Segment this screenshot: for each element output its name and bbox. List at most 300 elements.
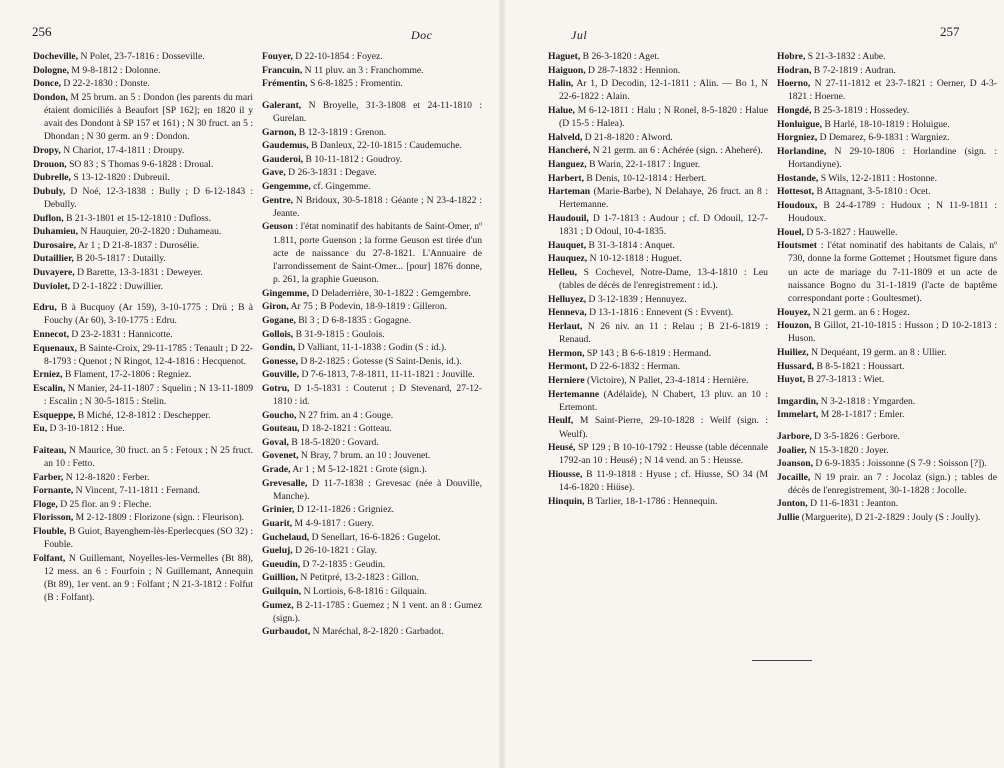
entry-text: B 7-2-1819 : Audran. <box>813 64 896 76</box>
entry-headword: Huyot, <box>777 374 805 386</box>
entry-text: B 21-3-1801 et 15-12-1810 : Dufloss. <box>66 212 212 224</box>
column-right-2 <box>777 50 997 525</box>
entry-text: D 6-9-1835 : Joissonne (S 7-9 : Soisson [?]). <box>815 458 987 470</box>
index-entry <box>777 226 997 239</box>
index-entry <box>548 388 768 414</box>
entry-text: D Deladerrière, 30-1-1822 : Gemgembre. <box>311 287 471 299</box>
entry-headword: Gumez, <box>262 599 294 611</box>
index-entry <box>777 104 997 117</box>
entry-headword: Harteman <box>548 186 591 198</box>
index-entry <box>33 342 253 368</box>
entry-text: B Guiot, Bayenghem-lès-Eperlecques (SO 32) : Fouble. <box>44 526 253 551</box>
section-gap <box>33 436 253 444</box>
index-entry <box>33 64 253 77</box>
entry-text: B Harlé, 18-10-1819 : Holuigue. <box>824 118 950 130</box>
entry-headword: Duflon, <box>33 212 64 224</box>
entry-headword: Houyez, <box>777 306 811 318</box>
entry-text: Ar 1 ; D 21-8-1837 : Durosélie. <box>77 239 200 251</box>
entry-headword: Esqueppe, <box>33 409 76 421</box>
index-entry <box>262 50 482 63</box>
entry-headword: Fouyer, <box>262 51 293 62</box>
index-entry <box>548 320 768 346</box>
index-entry <box>548 172 768 185</box>
entry-headword: Gave, <box>262 167 286 179</box>
entry-headword: Gengemme, <box>262 180 311 192</box>
index-entry <box>262 287 482 300</box>
entry-text: B 12-3-1819 : Grenon. <box>298 126 387 138</box>
entry-headword: Horlandine, <box>777 145 827 157</box>
entry-headword: Horgniez, <box>777 132 818 144</box>
entry-headword: Heulf, <box>548 415 574 427</box>
entry-text: D Barette, 13-3-1831 : Deweyer. <box>77 266 203 278</box>
index-entry <box>262 625 482 638</box>
entry-headword: Giron, <box>262 301 289 313</box>
index-entry <box>548 441 768 467</box>
entry-headword: Equenaux, <box>33 342 77 354</box>
entry-headword: Gollois, <box>262 328 294 340</box>
entry-text: S 21-3-1832 : Aube. <box>807 51 886 62</box>
index-entry <box>33 158 253 171</box>
section-gap <box>33 293 253 301</box>
entry-headword: Halin, <box>548 78 574 90</box>
entry-headword: Ennecot, <box>33 328 69 340</box>
index-entry <box>262 99 482 125</box>
entry-text: B Sainte-Croix, 29-11-1785 : Tenault ; D 22-8-1793 : Quenot ; N Ringot, 12-4-1816 : Hecquenot. <box>44 342 253 367</box>
entry-text: N 27-11-1812 et 23-7-1821 : Oerner, D 4-3-1821 : Hoerne. <box>788 78 997 103</box>
entry-text: N Lortiois, 6-8-1816 : Gilquain. <box>303 586 427 598</box>
index-entry <box>548 212 768 238</box>
entry-text: S 6-8-1825 : Fromentin. <box>309 78 403 90</box>
entry-headword: Helleu, <box>548 266 578 278</box>
column-right-1 <box>548 50 768 508</box>
entry-headword: Grinier, <box>262 504 295 516</box>
entry-text: S Wils, 12-2-1811 : Hostonne. <box>820 172 938 184</box>
entry-headword: Halue, <box>548 104 575 116</box>
entry-headword: Jullie <box>777 512 800 524</box>
entry-text: B à Bucquoy (Ar 159), 3-10-1775 : Drü ; B à Fouchy (Ar 60), 3-10-1775 : Edru. <box>44 302 253 327</box>
entry-headword: Gouteau, <box>262 423 300 435</box>
index-entry <box>262 300 482 313</box>
index-entry <box>548 306 768 319</box>
entry-text: N 21 germ. an 6 : Achérée (sign. : Aheheré). <box>592 145 763 157</box>
entry-headword: Hauquet, <box>548 239 587 251</box>
entry-headword: Erniez, <box>33 369 63 381</box>
entry-headword: Folfant, <box>33 552 66 564</box>
index-entry <box>33 444 253 470</box>
entry-headword: Hiousse, <box>548 468 583 480</box>
entry-headword: Hongdé, <box>777 104 812 116</box>
entry-text: B 27-3-1813 : Wiet. <box>807 374 885 386</box>
entry-headword: Goucho, <box>262 409 297 421</box>
index-entry <box>33 212 253 225</box>
entry-headword: Hostande, <box>777 172 819 184</box>
index-entry <box>262 220 482 286</box>
index-entry <box>33 252 253 265</box>
entry-headword: Gueudin, <box>262 558 301 570</box>
entry-headword: Gentre, <box>262 194 293 206</box>
entry-text: (Victoire), N Pallet, 23-4-1814 : Hernière. <box>587 374 749 386</box>
entry-text: D 1-7-1813 : Audour ; cf. D Odouil, 12-7-1831 ; D Odoul, 10-4-1835. <box>559 212 768 238</box>
entry-text: Bl 3 ; D 6-8-1835 : Gogagne. <box>298 314 411 326</box>
entry-headword: Gingemme, <box>262 287 310 299</box>
entry-text: N 3-2-1818 : Ymgarden. <box>820 395 916 407</box>
index-entry <box>262 436 482 449</box>
entry-headword: Hobre, <box>777 51 806 62</box>
index-entry <box>33 301 253 327</box>
entry-text: B 18-5-1820 : Govard. <box>291 436 379 448</box>
index-entry <box>548 347 768 360</box>
entry-text: N Dequéant, 19 germ. an 8 : Ullier. <box>811 346 947 358</box>
entry-text: S 13-12-1820 : Dubreuil. <box>73 172 170 184</box>
index-entry <box>777 319 997 345</box>
index-entry <box>777 199 997 225</box>
index-entry <box>777 239 997 305</box>
entry-text: N 12-8-1820 : Ferber. <box>65 471 150 483</box>
entry-headword: Escalin, <box>33 382 66 394</box>
index-entry <box>548 495 768 508</box>
entry-text: D 3-12-1839 : Hennuyez. <box>588 293 687 305</box>
entry-text: B Denis, 10-12-1814 : Herbert. <box>586 172 707 184</box>
entry-headword: Gondin, <box>262 342 296 354</box>
index-entry <box>777 306 997 319</box>
entry-text: D 22-6-1832 : Herman. <box>590 361 681 373</box>
entry-headword: Guilquin, <box>262 586 302 598</box>
index-entry <box>262 422 482 435</box>
entry-text: D Senellart, 16-6-1826 : Gugelot. <box>311 531 441 543</box>
running-head-right: Jul <box>571 28 588 42</box>
entry-text: B Gillot, 21-10-1815 : Husson ; D 10-2-1813 : Huson. <box>788 320 997 345</box>
entry-headword: Hauquez, <box>548 253 588 265</box>
index-entry <box>262 139 482 152</box>
index-entry <box>777 408 997 421</box>
entry-headword: Gotru, <box>262 382 290 394</box>
entry-text: D 5-3-1827 : Hauwelle. <box>806 226 898 238</box>
index-entry <box>777 360 997 373</box>
index-entry <box>548 266 768 292</box>
index-entry <box>548 414 768 440</box>
entry-headword: Haudouil, <box>548 212 589 224</box>
index-entry <box>262 382 482 408</box>
entry-text: B 25-3-1819 : Hossedey. <box>813 104 910 116</box>
entry-headword: Hodran, <box>777 64 812 76</box>
entry-text: D 1-5-1831 : Couterut ; D Stevenard, 27-12-1810 : id. <box>273 382 483 408</box>
index-entry <box>33 382 253 408</box>
entry-headword: Haiguon, <box>548 64 586 76</box>
entry-text: S Cochevel, Notre-Dame, 13-4-1810 : Leu (tables de décès de l'enregistrement : id.). <box>559 266 768 292</box>
entry-text: Ar 1, D Decodin, 12-1-1811 : Alin. — Bo 1, N 22-6-1822 : Alain. <box>559 78 768 103</box>
index-entry <box>262 153 482 166</box>
entry-headword: Jarbore, <box>777 430 812 442</box>
index-entry <box>33 328 253 341</box>
index-entry <box>548 360 768 373</box>
index-entry <box>262 531 482 544</box>
index-entry <box>33 409 253 422</box>
entry-headword: Gaudemus, <box>262 140 309 152</box>
entry-headword: Gurbaudot, <box>262 626 311 638</box>
entry-headword: Hertemanne <box>548 388 600 400</box>
entry-headword: Hermon, <box>548 347 585 359</box>
entry-text: D 7-2-1835 : Geudin. <box>302 558 386 570</box>
entry-text: N 15-3-1820 : Joyer. <box>809 444 889 456</box>
index-entry <box>262 599 482 625</box>
index-entry <box>262 503 482 516</box>
entry-headword: Gogane, <box>262 314 296 326</box>
entry-text: N Hauquier, 20-2-1820 : Duhameau. <box>80 226 222 238</box>
index-entry <box>777 395 997 408</box>
index-entry <box>777 511 997 524</box>
page-left <box>0 0 500 768</box>
column-left-2 <box>262 50 482 639</box>
index-entry <box>262 449 482 462</box>
index-entry <box>548 64 768 77</box>
entry-text: M 25 brum. an 5 : Dondon (les parents du mari étaient domiciliés à Beaufort [SP 162]; en 1820 il y avait des Dondont à SP 157 et 161) ; N 30 fruct. an 5 : Dhondan ; N 30 germ. an 9 : Dondon. <box>44 91 253 143</box>
entry-text: B Miché, 12-8-1812 : Deschepper. <box>77 409 211 421</box>
entry-headword: Houzon, <box>777 320 812 332</box>
entry-headword: Honluigue, <box>777 118 823 130</box>
entry-headword: Dubrelle, <box>33 172 71 184</box>
entry-headword: Docheville, <box>33 51 79 62</box>
entry-text: M 4-9-1817 : Guery. <box>294 518 374 530</box>
entry-headword: Houel, <box>777 226 804 238</box>
entry-text: D 28-7-1832 : Hennion. <box>588 64 681 76</box>
index-entry <box>548 293 768 306</box>
entry-headword: Helluyez, <box>548 293 587 305</box>
index-entry <box>33 171 253 184</box>
entry-text: B Tarlier, 18-1-1786 : Hennequin. <box>586 495 718 507</box>
section-gap <box>777 422 997 430</box>
entry-headword: Hussard, <box>777 360 815 372</box>
index-entry <box>777 471 997 497</box>
entry-headword: Hoerno, <box>777 78 811 90</box>
end-rule <box>752 660 812 661</box>
entry-text: M 6-12-1811 : Halu ; N Ronel, 8-5-1820 : Halue (D 15-5 : Halea). <box>559 104 768 130</box>
index-entry <box>33 50 253 63</box>
entry-text: M 2-12-1809 : Florizone (sign. : Fleurison). <box>75 512 245 524</box>
index-entry <box>777 131 997 144</box>
entry-text: D 13-1-1816 : Ennevent (S : Evvent). <box>589 307 734 319</box>
entry-text: D 23-2-1831 : Hannicotte. <box>71 328 173 340</box>
entry-text: N 21 germ. an 6 : Hogez. <box>812 306 910 318</box>
entry-headword: Dondon, <box>33 91 68 103</box>
entry-text: Ar 1 ; M 5-12-1821 : Grote (sign.). <box>292 464 427 476</box>
entry-text: B Attagnant, 3-5-1810 : Ocet. <box>816 186 931 198</box>
index-entry <box>262 166 482 179</box>
entry-text: B 31-9-1815 : Goulois. <box>295 328 385 340</box>
entry-headword: Dubuly, <box>33 185 66 197</box>
entry-text: D 3-5-1826 : Gerbore. <box>814 430 900 442</box>
entry-text: D 25 flor. an 9 : Fleche. <box>60 498 152 510</box>
entry-text: N Broyelle, 31-3-1808 et 24-11-1810 : Gurelan. <box>273 99 482 124</box>
entry-headword: Garnon, <box>262 126 297 138</box>
entry-headword: Florisson, <box>33 512 74 524</box>
entry-headword: Francuin, <box>262 64 303 76</box>
entry-text: D 22-10-1854 : Foyez. <box>295 51 383 62</box>
index-entry <box>548 185 768 211</box>
index-entry <box>33 511 253 524</box>
entry-text: SO 83 ; S Thomas 9-6-1828 : Droual. <box>69 158 214 170</box>
index-entry <box>33 422 253 435</box>
entry-text: B 31-3-1814 : Anquet. <box>588 239 675 251</box>
index-entry <box>262 180 482 193</box>
index-entry <box>33 484 253 497</box>
entry-text: N Guillemant, Noyelles-les-Vermelles (Bt 88), 12 mess. an 6 : Fourfoin ; N Guillemant, Annequin (Bt 89), 1er vent. an 9 : Folfant ; N 21-3-1812 : Folfut (B : Folfant). <box>44 552 253 604</box>
entry-text: SP 143 ; B 6-6-1819 : Hermand. <box>586 347 712 359</box>
entry-headword: Galerant, <box>262 99 302 111</box>
entry-text: D 8-2-1825 : Gotesse (S Saint-Denis, id.). <box>300 355 462 367</box>
entry-headword: Eu, <box>33 423 48 435</box>
entry-text: (Adélaïde), N Chabert, 13 pluv. an 10 : Ertemont. <box>559 388 768 413</box>
entry-headword: Guillion, <box>262 572 298 584</box>
entry-text: M 9-8-1812 : Dolonne. <box>71 64 161 76</box>
index-entry <box>262 77 482 90</box>
index-entry <box>33 225 253 238</box>
entry-headword: Grevesalle, <box>262 477 308 489</box>
entry-text: N Maurice, 30 fruct. an 5 : Fetoux ; N 25 fruct. an 10 : Fetto. <box>44 444 253 470</box>
index-entry <box>548 252 768 265</box>
entry-text: B Flament, 17-2-1806 : Regniez. <box>64 369 192 381</box>
index-entry <box>33 144 253 157</box>
index-entry <box>33 91 253 144</box>
index-entry <box>777 444 997 457</box>
index-entry <box>33 280 253 293</box>
entry-headword: Govenet, <box>262 450 299 462</box>
entry-headword: Edru, <box>33 302 57 314</box>
entry-text: B 2-11-1785 : Guemez ; N 1 vent. an 8 : Gumez (sign.). <box>273 599 482 624</box>
entry-headword: Immelart, <box>777 409 819 421</box>
entry-text: D 11-6-1831 : Jeanton. <box>810 498 899 510</box>
page-right <box>504 0 1004 768</box>
entry-headword: Hanguez, <box>548 158 587 170</box>
index-entry <box>262 585 482 598</box>
entry-text: D Valliant, 11-1-1838 : Godin (S : id.). <box>297 342 447 354</box>
entry-headword: Gauderoi, <box>262 153 304 165</box>
entry-headword: Donce, <box>33 78 61 90</box>
entry-text: D 3-10-1812 : Hue. <box>49 423 125 435</box>
entry-headword: Houdoux, <box>777 199 818 211</box>
index-entry <box>777 185 997 198</box>
entry-headword: Herlaut, <box>548 320 583 332</box>
entry-headword: Guarit, <box>262 518 293 530</box>
entry-headword: Goval, <box>262 436 289 448</box>
entry-text: D 26-10-1821 : Glay. <box>295 545 378 557</box>
index-entry <box>33 185 253 211</box>
entry-text: D 18-2-1821 : Gotteau. <box>302 423 392 435</box>
index-entry <box>262 355 482 368</box>
entry-text: N Manier, 24-11-1807 : Squelin ; N 13-11-1809 : Escalin ; N 30-5-1815 : Stelin. <box>44 382 253 408</box>
index-entry <box>262 126 482 139</box>
index-entry <box>262 64 482 77</box>
entry-headword: Frémentin, <box>262 78 308 90</box>
index-entry <box>262 517 482 530</box>
index-entry <box>777 77 997 103</box>
index-entry <box>33 525 253 551</box>
entry-text: B 26-3-1820 : Aget. <box>582 51 660 62</box>
index-entry <box>262 341 482 354</box>
index-entry <box>33 368 253 381</box>
entry-headword: Farber, <box>33 471 64 483</box>
index-entry <box>548 468 768 494</box>
entry-text: N Polet, 23-7-1816 : Dosseville. <box>80 51 205 62</box>
entry-headword: Hottesot, <box>777 186 815 198</box>
entry-text: N 19 prair. an 7 : Jocolaz (sign.) ; tables de décès de l'enregistrement, 30-1-1828 : Jocolle. <box>788 471 997 496</box>
index-entry <box>548 104 768 130</box>
index-entry <box>33 498 253 511</box>
entry-headword: Duhamieu, <box>33 226 79 238</box>
index-entry <box>777 373 997 386</box>
entry-text: (Marie-Barbe), N Delahaye, 26 fruct. an 8 : Hertemanne. <box>559 186 768 211</box>
index-entry <box>262 477 482 503</box>
entry-headword: Guchelaud, <box>262 531 310 543</box>
page-number-right: 257 <box>940 24 960 39</box>
index-entry <box>777 172 997 185</box>
entry-headword: Dutaillier, <box>33 253 74 265</box>
section-gap <box>262 91 482 99</box>
entry-text: N Petitpré, 13-2-1823 : Gillon. <box>300 572 419 584</box>
entry-text: : l'état nominatif des habitants de Saint-Omer, nº 1.811, porte Guenson ; la forme Geuson est tirée d'un acte de naissance du 27-8-1821. L'Annuaire de l'arrondissement de Saint-Omer... [pour] 1876 donne, p. 261, la graphie Gueuson. <box>273 221 482 286</box>
index-entry <box>777 64 997 77</box>
entry-headword: Halveld, <box>548 131 583 143</box>
entry-headword: Hinquin, <box>548 495 585 507</box>
entry-text: D 12-11-1826 : Grigniez. <box>296 504 394 516</box>
entry-text: N Vincent, 7-11-1811 : Fernand. <box>75 485 200 497</box>
entry-headword: Dropy, <box>33 144 61 156</box>
entry-text: D 2-1-1822 : Duwillier. <box>72 280 164 292</box>
index-entry <box>777 497 997 510</box>
entry-text: B 8-5-1821 : Houssart. <box>816 360 905 372</box>
entry-text: SP 129 ; B 10-10-1792 : Heusse (table décennale 1792-an 10 : Heusé) ; N 14 vend. an 5 : Heusse. <box>559 442 768 467</box>
entry-text: D 11-7-1838 : Grevesac (née à Douville, Manche). <box>273 477 482 502</box>
entry-text: D 22-2-1830 : Donste. <box>63 78 150 90</box>
entry-headword: Grade, <box>262 464 291 476</box>
entry-headword: Fornante, <box>33 485 74 497</box>
entry-headword: Gonesse, <box>262 355 298 367</box>
index-entry <box>262 571 482 584</box>
index-entry <box>262 314 482 327</box>
index-entry <box>262 368 482 381</box>
entry-text: B 10-11-1812 : Goudroy. <box>305 153 403 165</box>
entry-text: N Chariot, 17-4-1811 : Droupy. <box>63 144 185 156</box>
index-entry <box>777 145 997 171</box>
index-entry <box>262 544 482 557</box>
index-entry <box>33 77 253 90</box>
page-number-left: 256 <box>32 24 52 39</box>
index-entry <box>548 239 768 252</box>
entry-headword: Gouville, <box>262 369 300 381</box>
index-entry <box>33 239 253 252</box>
entry-headword: Duvayere, <box>33 266 75 278</box>
entry-text: M 28-1-1817 : Emler. <box>820 409 905 421</box>
entry-headword: Flouble, <box>33 526 67 538</box>
entry-text: B 20-5-1817 : Dutailly. <box>76 253 166 265</box>
entry-text: N Maréchal, 8-2-1820 : Garbadot. <box>312 626 444 638</box>
index-entry <box>33 266 253 279</box>
entry-text: N 11 pluv. an 3 : Franchomme. <box>304 64 424 76</box>
index-entry <box>777 346 997 359</box>
index-entry <box>548 50 768 63</box>
entry-text: N 29-10-1806 : Horlandine (sign. : Hortandiyne). <box>788 145 997 170</box>
entry-text: N 26 niv. an 11 : Relau ; B 21-6-1819 : Renaud. <box>559 320 768 346</box>
entry-headword: Huiliez, <box>777 346 809 358</box>
index-entry <box>262 463 482 476</box>
entry-headword: Henneva, <box>548 307 587 319</box>
entry-headword: Joalier, <box>777 444 807 456</box>
entry-headword: Houtsmet <box>777 240 817 252</box>
entry-text: B Danleux, 22-10-1815 : Caudemuche. <box>311 140 462 152</box>
entry-text: M Saint-Pierre, 29-10-1828 : Weilf (sign. : Weulf). <box>559 415 768 440</box>
index-entry <box>33 471 253 484</box>
index-entry <box>777 430 997 443</box>
entry-text: B 11-9-1818 : Hyuse ; cf. Hiusse, SO 34 (M 14-6-1820 : Hiüse). <box>559 468 768 494</box>
